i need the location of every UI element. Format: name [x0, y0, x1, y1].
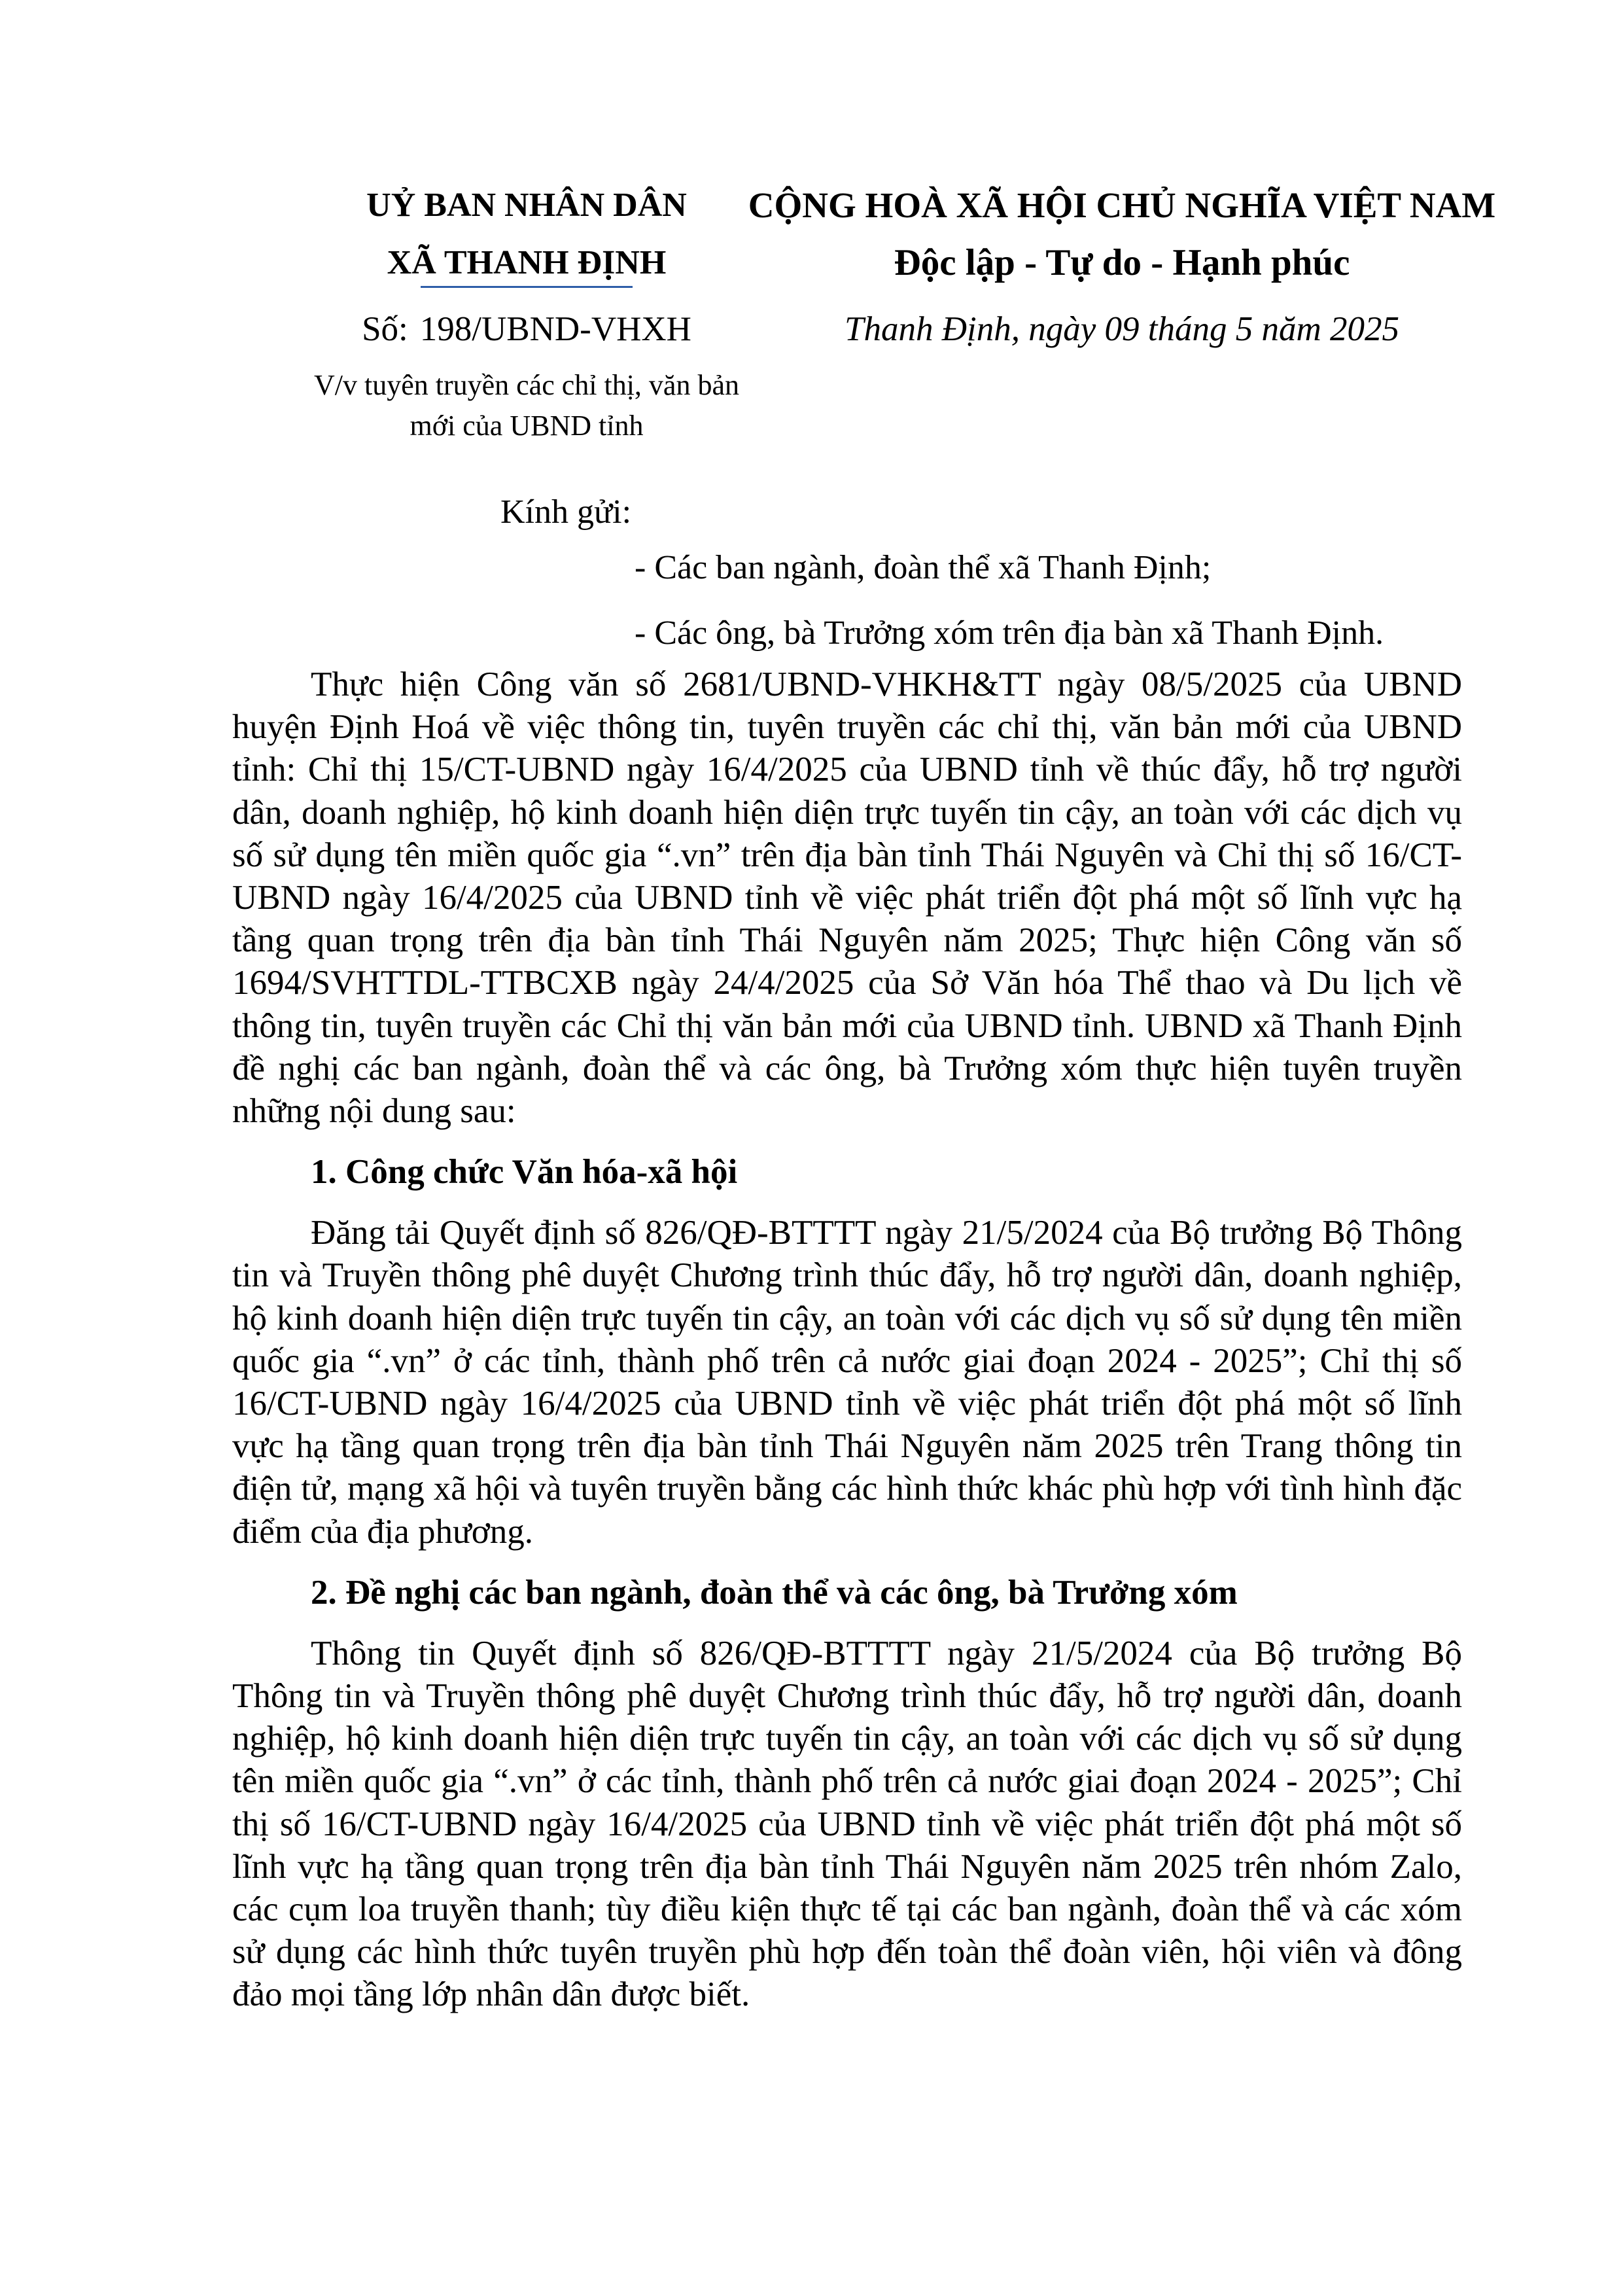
subject-line-2: mới của UBND tỉnh	[410, 410, 644, 442]
document-body	[232, 663, 1462, 2028]
recipient-item: - Các ông, bà Trưởng xóm trên địa bàn xã Thanh Định.	[635, 614, 1384, 652]
national-motto: Độc lập - Tự do - Hạnh phúc	[894, 242, 1350, 283]
authority-commune: XÃ THANH ĐỊNH	[387, 234, 667, 292]
intro-paragraph: Thực hiện Công văn số 2681/UBND-VHKH&TT ngày 08/5/2025 của UBND huyện Định Hoá về việc thông tin, tuyên truyền các chỉ thị, văn bản mới của UBND tỉnh: Chỉ thị 15/CT-UBND ngày 16/4/2025 của UBND tỉnh về thúc đẩy, hỗ trợ người dân, doanh nghiệp, hộ kinh doanh hiện diện trực tuyến tin cậy, an toàn với các dịch vụ số sử dụng tên miền quốc gia “.vn” trên địa bàn tỉnh Thái Nguyên và Chỉ thị số 16/CT-UBND ngày 16/4/2025 của UBND tỉnh về việc phát triển đột phá một số lĩnh vực hạ tầng quan trọng trên địa bàn tỉnh Thái Nguyên năm 2025; Thực hiện Công văn số 1694/SVHTTDL-TTBCXB ngày 24/4/2025 của Sở Văn hóa Thể thao và Du lịch về thông tin, tuyên truyền các Chỉ thị văn bản mới của UBND tỉnh. UBND xã Thanh Định đề nghị các ban ngành, đoàn thể và các ông, bà Trưởng xóm thực hiện tuyên truyền những nội dung sau:	[232, 665, 1462, 1131]
section-2-paragraph: Thông tin Quyết định số 826/QĐ-BTTTT ngày 21/5/2024 của Bộ trưởng Bộ Thông tin và Truyền thông phê duyệt Chương trình thúc đẩy, hỗ trợ người dân, doanh nghiệp, hộ kinh doanh hiện diện trực tuyến tin cậy, an toàn với các dịch vụ số sử dụng tên miền quốc gia “.vn” ở các tỉnh, thành phố trên cả nước giai đoạn 2024 - 2025”; Chỉ thị số 16/CT-UBND ngày 16/4/2025 của UBND tỉnh về việc phát triển đột phá một số lĩnh vực hạ tầng quan trọng trên địa bàn tỉnh Thái Nguyên năm 2025 trên nhóm Zalo, các cụm loa truyền thanh; tùy điều kiện thực tế tại các ban ngành, đoàn thể và các xóm sử dụng các hình thức tuyên truyền phù hợp đến toàn thể đoàn viên, hội viên và đông đảo mọi tầng lớp nhân dân được biết.	[232, 1634, 1462, 2014]
document-subject	[249, 365, 805, 446]
national-title: CỘNG HOÀ XÃ HỘI CHỦ NGHĨA VIỆT NAM	[748, 185, 1496, 225]
authority-name: UỶ BAN NHÂN DÂN	[366, 186, 687, 224]
section-1-heading: 1. Công chức Văn hóa-xã hội	[311, 1153, 738, 1192]
document-number-label: Số:	[362, 310, 408, 348]
recipient-item: - Các ban ngành, đoàn thể xã Thanh Định;	[635, 549, 1212, 586]
recipients-title: Kính gửi:	[500, 493, 632, 531]
national-header	[746, 177, 1498, 292]
recipients-list	[635, 535, 1384, 666]
authority-underline	[421, 286, 633, 288]
section-1-paragraph: Đăng tải Quyết định số 826/QĐ-BTTTT ngày 21/5/2024 của Bộ trưởng Bộ Thông tin và Truyền thông phê duyệt Chương trình thúc đẩy, hỗ trợ người dân, doanh nghiệp, hộ kinh doanh hiện diện trực tuyến tin cậy, an toàn với các dịch vụ số sử dụng tên miền quốc gia “.vn” ở các tỉnh, thành phố trên cả nước giai đoạn 2024 - 2025”; Chỉ thị số 16/CT-UBND ngày 16/4/2025 của UBND tỉnh về việc phát triển đột phá một số lĩnh vực hạ tầng quan trọng trên địa bàn tỉnh Thái Nguyên năm 2025 trên Trang thông tin điện tử, mạng xã hội và tuyên truyền bằng các hình thức khác phù hợp với tình hình đặc điểm của địa phương.	[232, 1214, 1462, 1551]
document-number-value: 198/UBND-VHXH	[419, 310, 691, 348]
document-number	[249, 306, 805, 352]
subject-line-1: V/v tuyên truyền các chỉ thị, văn bản	[313, 369, 739, 401]
place-and-date: Thanh Định, ngày 09 tháng 5 năm 2025	[845, 310, 1399, 348]
issuing-authority	[249, 177, 805, 292]
section-2-heading: 2. Đề nghị các ban ngành, đoàn thể và các ông, bà Trưởng xóm	[311, 1573, 1238, 1612]
